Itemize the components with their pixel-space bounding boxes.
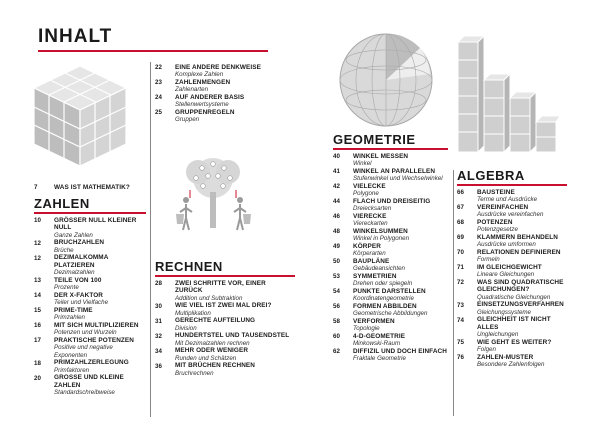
page-number: 24 — [155, 94, 162, 102]
page-number: 22 — [155, 64, 162, 72]
list-item[interactable] — [457, 301, 572, 316]
page-number: 60 — [333, 333, 340, 341]
page-number: 48 — [333, 228, 340, 236]
entry-title: BRUCHZAHLEN — [54, 239, 105, 247]
entry-subtitle: Potenzgesetze — [477, 226, 518, 234]
page-number: 17 — [34, 337, 41, 345]
list-item[interactable] — [34, 374, 146, 396]
entry-title: WINKELSUMMEN — [353, 228, 408, 235]
page-number: 31 — [155, 317, 162, 325]
entry-subtitle: Zahlenarten — [175, 86, 209, 94]
page-number: 28 — [155, 280, 162, 288]
apple-tree-with-figures-illustration — [168, 156, 258, 240]
list-item[interactable] — [333, 168, 451, 183]
entry-subtitle: Primfaktoren — [54, 366, 90, 374]
page-number: 71 — [457, 264, 464, 272]
entry-title: DIFFIZIL UND DOCH EINFACH — [353, 348, 447, 355]
list-item[interactable] — [155, 109, 293, 124]
entry-subtitle: Bruchrechnen — [175, 369, 214, 377]
page-number: 53 — [333, 273, 340, 281]
entry-title: IM GLEICHGEWICHT — [477, 264, 542, 271]
section-heading-geometrie: GEOMETRIE — [333, 132, 416, 147]
list-item[interactable] — [457, 249, 572, 264]
entry-subtitle: Komplexe Zahlen — [175, 71, 224, 79]
entry-title: ZAHLENMENGEN — [175, 79, 231, 86]
page-number: 72 — [457, 279, 464, 287]
list-item[interactable] — [155, 317, 295, 332]
page-number: 10 — [34, 217, 41, 225]
entry-title: MIT SICH MULTIPLIZIEREN — [54, 321, 139, 329]
toc-list-algebra — [457, 189, 572, 369]
page-number: 74 — [457, 316, 464, 324]
page-number: 13 — [34, 277, 41, 285]
entry-subtitle: Standardschreibweise — [54, 389, 115, 397]
entry-title: PRIMZAHLZERLEGUNG — [54, 359, 129, 367]
page-number: 44 — [333, 198, 340, 206]
list-item[interactable] — [34, 239, 146, 254]
page-number: 12 — [34, 239, 41, 247]
entry-subtitle: Lineare Gleichungen — [477, 271, 535, 279]
entry-title: KÖRPER — [353, 243, 381, 250]
entry-subtitle: Brüche — [54, 246, 74, 254]
page-number: 30 — [155, 302, 162, 310]
toc-list-zahlen-continued — [155, 64, 293, 124]
page-number: 69 — [457, 234, 464, 242]
entry-title: ZWEI SCHRITTE VOR, EINER ZURÜCK — [175, 280, 266, 295]
list-item[interactable] — [457, 339, 572, 354]
entry-title: TEILE VON 100 — [54, 276, 102, 284]
entry-title: KLAMMERN BEHANDELN — [477, 234, 558, 241]
page-number: 14 — [34, 292, 41, 300]
section-heading-algebra: ALGEBRA — [457, 168, 525, 183]
list-item[interactable] — [155, 332, 295, 347]
list-item[interactable] — [333, 273, 451, 288]
list-item[interactable] — [34, 359, 146, 374]
page-number: 75 — [457, 339, 464, 347]
list-item[interactable] — [34, 277, 146, 292]
entry-subtitle: Ganze Zahlen — [54, 231, 93, 239]
section-rule-rechnen — [155, 275, 295, 277]
list-item[interactable] — [457, 279, 572, 301]
entry-title: RELATIONEN DEFINIEREN — [477, 249, 561, 256]
page-number: 42 — [333, 183, 340, 191]
entry-title: WINKEL AN PARALLELEN — [353, 168, 436, 175]
list-item[interactable] — [155, 347, 295, 362]
toc-list-zahlen — [34, 217, 146, 397]
entry-subtitle: Dezimalzahlen — [54, 269, 95, 277]
entry-subtitle: Topologie — [353, 325, 380, 333]
entry-subtitle: Dreiecksarten — [353, 205, 392, 213]
list-item[interactable] — [457, 204, 572, 219]
list-item[interactable] — [155, 64, 293, 79]
entry-title: GRUPPENREGELN — [175, 109, 235, 116]
entry-subtitle: Minkowski-Raum — [353, 340, 401, 348]
entry-subtitle: Drehen oder spiegeln — [353, 280, 413, 288]
entry-subtitle: Teiler und Vielfache — [54, 299, 109, 307]
section-heading-rechnen: RECHNEN — [155, 259, 223, 274]
list-item[interactable] — [333, 183, 451, 198]
entry-title: DER X-FAKTOR — [54, 291, 104, 299]
entry-subtitle: Koordinatengeometrie — [353, 295, 414, 303]
list-item[interactable] — [457, 189, 572, 204]
entry-title: BAUPLÄNE — [353, 258, 390, 265]
entry-subtitle: Körperarten — [353, 250, 386, 258]
column-divider-1 — [150, 62, 151, 417]
page-number: 46 — [333, 213, 340, 221]
page-number: 67 — [457, 204, 464, 212]
block-staircase-illustration — [456, 34, 560, 160]
entry-subtitle: Multiplikation — [175, 309, 211, 317]
page-number: 20 — [34, 374, 41, 382]
list-item[interactable] — [457, 234, 572, 249]
page-number: 49 — [333, 243, 340, 251]
entry-title: BAUSTEINE — [477, 189, 515, 196]
toc-list-geometrie — [333, 153, 451, 363]
entry-title: WIE GEHT ES WEITER? — [477, 338, 552, 346]
entry-title: PRIME-TIME — [54, 306, 93, 314]
entry-subtitle: Gleichungssysteme — [477, 308, 531, 316]
entry-subtitle: Ausdrücke vereinfachen — [477, 211, 544, 219]
page-number: 68 — [457, 219, 464, 227]
list-item[interactable] — [333, 318, 451, 333]
page-number: 54 — [333, 288, 340, 296]
page-number: 23 — [155, 79, 162, 87]
page-number: 7 — [34, 184, 38, 192]
entry-title: MEHR ODER WENIGER — [175, 347, 249, 355]
list-item[interactable] — [333, 213, 451, 228]
page-number: 62 — [333, 348, 340, 356]
entry-subtitle: Besondere Zahlenfolgen — [477, 361, 545, 369]
list-item[interactable] — [333, 243, 451, 258]
list-item[interactable] — [333, 348, 451, 363]
list-item[interactable] — [333, 288, 451, 303]
entry-subtitle: Addition und Subtraktion — [175, 294, 243, 302]
entry-title: WAS SIND QUADRATISCHE GLEICHUNGEN? — [477, 279, 564, 294]
entry-subtitle: Geometrische Abbildungen — [353, 310, 428, 318]
entry-title: GROSSE UND KLEINE ZAHLEN — [54, 374, 124, 389]
entry-title: FORMEN ABBILDEN — [353, 303, 417, 310]
page-number: 16 — [34, 322, 41, 330]
entry-subtitle: Runden und Schätzen — [175, 354, 237, 362]
wireframe-sphere-illustration — [336, 30, 436, 130]
page-number: 32 — [155, 332, 162, 340]
entry-title: 4-D-GEOMETRIE — [353, 333, 406, 340]
section-heading-zahlen: ZAHLEN — [34, 196, 90, 211]
list-item[interactable] — [34, 322, 146, 337]
entry-title: GLEICHHEIT IST NICHT ALLES — [477, 316, 551, 331]
entry-title: MIT BRÜCHEN RECHNEN — [175, 362, 256, 370]
page-number: 58 — [333, 318, 340, 326]
list-item[interactable] — [333, 153, 451, 168]
page-number: 36 — [155, 362, 162, 370]
page-number: 70 — [457, 249, 464, 257]
entry-subtitle: Stellenwertsysteme — [175, 101, 229, 109]
entry-subtitle: Quadratische Gleichungen — [477, 293, 551, 301]
entry-title: WIE VIEL IST ZWEI MAL DREI? — [175, 302, 272, 310]
page-title: INHALT — [38, 26, 113, 47]
toc-list-rechnen — [155, 280, 295, 377]
entry-title: EINE ANDERE DENKWEISE — [175, 64, 262, 71]
list-item[interactable] — [333, 258, 451, 273]
entry-subtitle: Gruppen — [175, 116, 200, 124]
list-item[interactable] — [34, 307, 146, 322]
page-number: 50 — [333, 258, 340, 266]
entry-title: FLACH UND DREISEITIG — [353, 198, 431, 205]
entry-title: ZAHLEN-MUSTER — [477, 353, 534, 361]
entry-title: VIERECKE — [353, 213, 387, 220]
intro-entry — [34, 184, 146, 191]
list-item[interactable] — [333, 333, 451, 348]
page-number: 56 — [333, 303, 340, 311]
entry-subtitle: Ausdrücke umformen — [477, 241, 536, 249]
entry-title: EINSETZUNGSVERFAHREN — [477, 301, 564, 309]
entry-title: AUF ANDERER BASIS — [175, 94, 245, 101]
list-item[interactable] — [34, 292, 146, 307]
entry-title: WAS IST MATHEMATIK? — [54, 184, 130, 191]
entry-title: VERFORMEN — [353, 318, 395, 325]
page-number: 18 — [34, 359, 41, 367]
list-item[interactable] — [457, 316, 572, 338]
list-item[interactable] — [457, 354, 572, 369]
section-rule-zahlen — [34, 212, 146, 214]
list-item[interactable] — [457, 264, 572, 279]
page-number: 73 — [457, 301, 464, 309]
page-number: 12 — [34, 254, 41, 262]
list-item[interactable] — [155, 94, 293, 109]
entry-subtitle: Prozente — [54, 284, 79, 292]
list-item[interactable] — [155, 79, 293, 94]
list-item[interactable] — [34, 337, 146, 360]
entry-title: PUNKTE DARSTELLEN — [353, 288, 426, 295]
entry-subtitle: Viereckarten — [353, 220, 388, 228]
list-item[interactable] — [155, 362, 295, 377]
list-item[interactable] — [155, 302, 295, 317]
entry-title: POTENZEN — [477, 219, 513, 226]
entry-subtitle: Polygone — [353, 190, 379, 198]
entry-subtitle: Mit Dezimalzahlen rechnen — [175, 339, 250, 347]
list-item[interactable] — [34, 184, 146, 191]
list-item[interactable] — [457, 219, 572, 234]
list-item[interactable] — [34, 217, 146, 239]
list-item[interactable] — [333, 228, 451, 243]
page-number: 25 — [155, 109, 162, 117]
list-item[interactable] — [333, 303, 451, 318]
list-item[interactable] — [155, 280, 295, 302]
page-number: 41 — [333, 168, 340, 176]
list-item[interactable] — [333, 198, 451, 213]
entry-subtitle: Terme und Ausdrücke — [477, 196, 538, 204]
entry-title: VEREINFACHEN — [477, 204, 529, 211]
entry-subtitle: Folgen — [477, 346, 496, 354]
entry-subtitle: Positive und negative Exponenten — [54, 344, 113, 359]
title-rule — [38, 50, 268, 52]
entry-title: GRÖSSER NULL KLEINER NULL — [54, 217, 137, 232]
entry-title: SYMMETRIEN — [353, 273, 397, 280]
entry-title: GERECHTE AUFTEILUNG — [175, 317, 256, 325]
page-number: 15 — [34, 307, 41, 315]
entry-title: WINKEL MESSEN — [353, 153, 409, 160]
cube-of-blocks-illustration — [30, 62, 130, 170]
entry-subtitle: Formeln — [477, 256, 500, 264]
section-rule-geometrie — [333, 148, 448, 150]
entry-subtitle: Fraktale Geometrie — [353, 355, 406, 363]
entry-subtitle: Gebäudeansichten — [353, 265, 405, 273]
column-divider-2 — [453, 170, 454, 416]
entry-title: PRAKTISCHE POTENZEN — [54, 336, 135, 344]
entry-title: DEZIMALKOMMA PLATZIEREN — [54, 254, 109, 269]
entry-subtitle: Ungleichungen — [477, 331, 519, 339]
section-rule-algebra — [457, 184, 567, 186]
page-number: 40 — [333, 153, 340, 161]
entry-subtitle: Primzahlen — [54, 314, 85, 322]
list-item[interactable] — [34, 254, 146, 276]
page-number: 76 — [457, 354, 464, 362]
entry-title: HUNDERTSTEL UND TAUSENDSTEL — [175, 332, 290, 340]
page-number: 66 — [457, 189, 464, 197]
entry-subtitle: Winkel in Polygonen — [353, 235, 410, 243]
entry-title: VIELECKE — [353, 183, 386, 190]
page-number: 34 — [155, 347, 162, 355]
entry-subtitle: Division — [175, 324, 197, 332]
entry-subtitle: Winkel — [353, 160, 372, 168]
entry-subtitle: Stufenwinkel und Wechselwinkel — [353, 175, 443, 183]
entry-subtitle: Potenzen und Wurzeln — [54, 329, 117, 337]
